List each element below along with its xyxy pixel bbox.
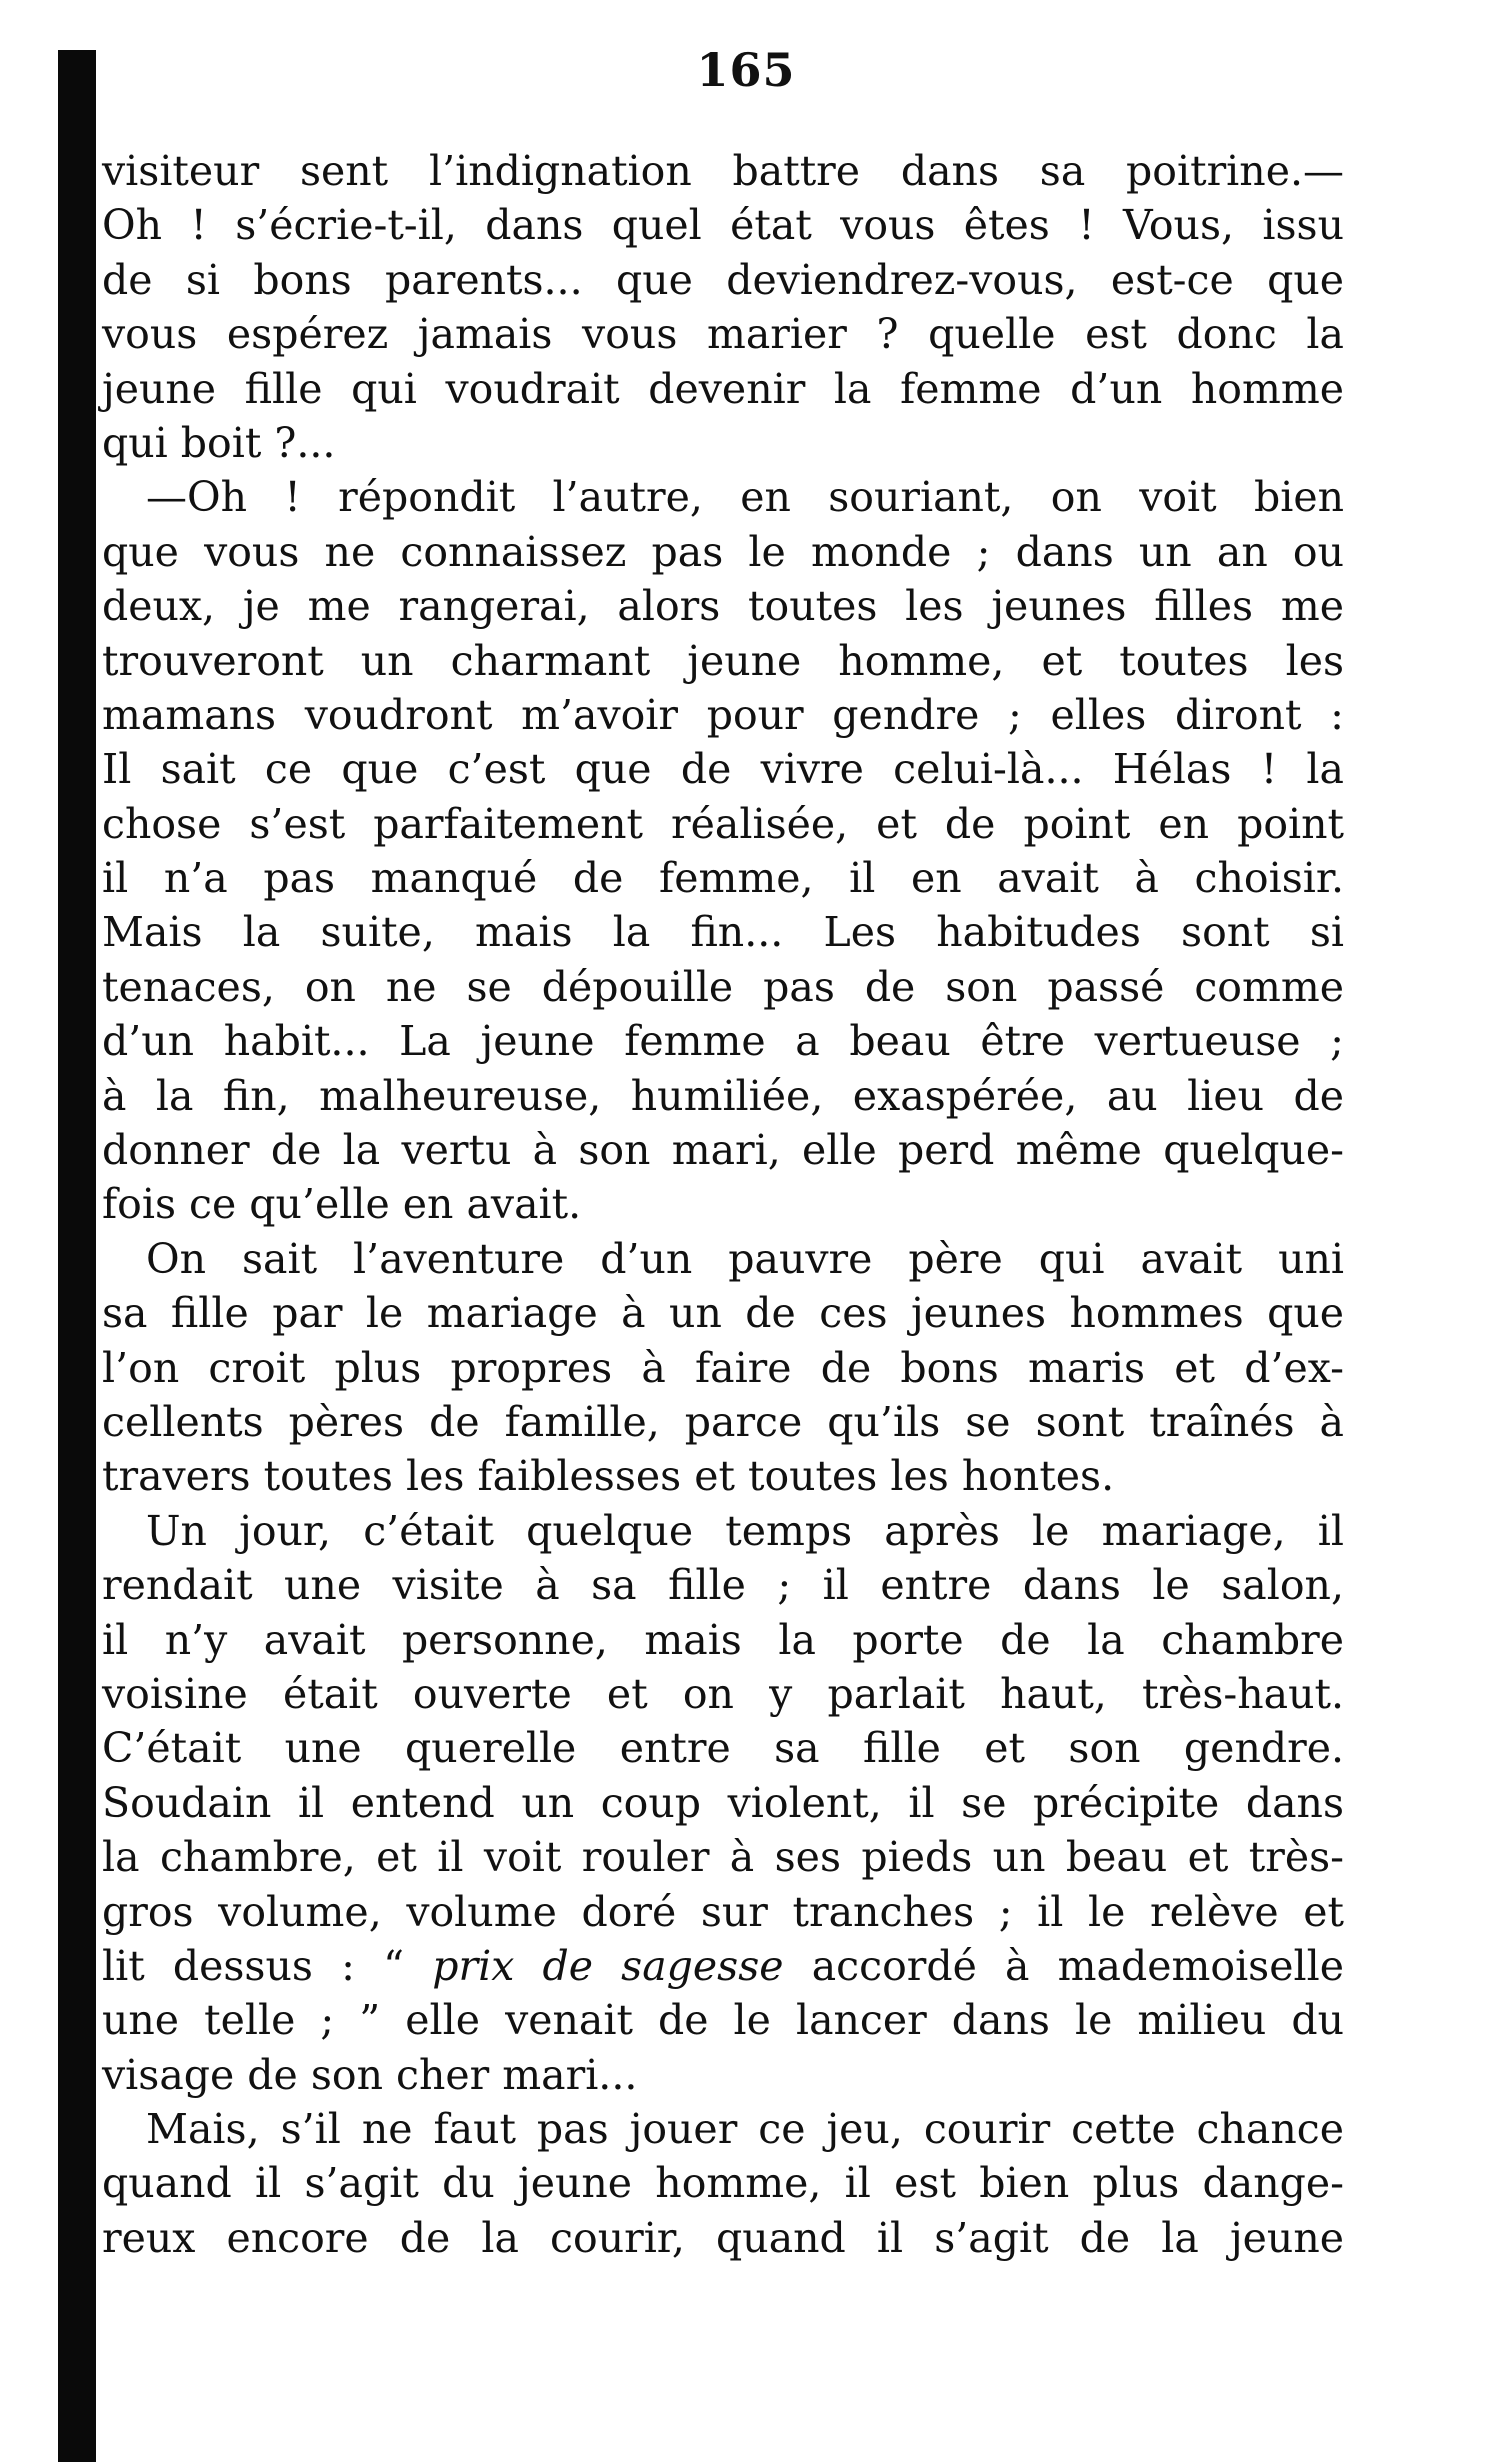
text-line: trouveront un charmant jeune homme, et toutes les [102, 636, 1344, 685]
text-line: il n’a pas manqué de femme, il en avait à choisir. [102, 854, 1344, 903]
text-line: visage de son cher mari... [102, 2050, 638, 2099]
text-line: fois ce qu’elle en avait. [102, 1180, 582, 1229]
page-binding-edge [58, 50, 96, 2462]
text-line: visiteur sent l’indignation battre dans sa poitrine.— [102, 147, 1344, 195]
body-text [102, 144, 1344, 2265]
text-line: qui boit ?... [102, 418, 336, 467]
text-line: travers toutes les faiblesses et toutes les hontes. [102, 1452, 1115, 1501]
text-line: mamans voudront m’avoir pour gendre ; elles diront : [102, 690, 1344, 739]
text-line: il n’y avait personne, mais la porte de la chambre [102, 1615, 1344, 1664]
text-line: C’était une querelle entre sa fille et son gendre. [102, 1724, 1344, 1773]
text-line: voisine était ouverte et on y parlait haut, très-haut. [102, 1669, 1344, 1718]
text-line: jeune fille qui voudrait devenir la femme d’un homme [102, 364, 1344, 413]
text-line: deux, je me rangerai, alors toutes les jeunes filles me [102, 582, 1344, 631]
text-line: —Oh ! répondit l’autre, en souriant, on voit bien [146, 473, 1344, 522]
text-line: Oh ! s’écrie-t-il, dans quel état vous êtes ! Vous, issu [102, 201, 1344, 250]
text-line: reux encore de la courir, quand il s’agit de la jeune [102, 2213, 1344, 2262]
text-line: Un jour, c’était quelque temps après le mariage, il [146, 1506, 1344, 1555]
text-line: sa fille par le mariage à un de ces jeunes hommes que [102, 1289, 1344, 1338]
text-line: cellents pères de famille, parce qu’ils se sont traînés à [102, 1397, 1344, 1446]
text-line: Mais, s’il ne faut pas jouer ce jeu, courir cette chance [146, 2105, 1344, 2154]
text-line: lit dessus : “ prix de sagesse accordé à mademoiselle [102, 1941, 1344, 1990]
text-line: que vous ne connaissez pas le monde ; dans un an ou [102, 527, 1344, 576]
text-line: de si bons parents... que deviendrez-vous, est-ce que [102, 255, 1344, 304]
text-line: Il sait ce que c’est que de vivre celui-là... Hélas ! la [102, 745, 1344, 794]
text-line: une telle ; ” elle venait de le lancer dans le milieu du [102, 1996, 1344, 2045]
text-line: donner de la vertu à son mari, elle perd même quelque- [102, 1126, 1344, 1175]
text-line: rendait une visite à sa fille ; il entre dans le salon, [102, 1561, 1344, 1610]
text-line: gros volume, volume doré sur tranches ; il le relève et [102, 1887, 1344, 1936]
text-line: On sait l’aventure d’un pauvre père qui avait uni [146, 1234, 1344, 1283]
text-line: la chambre, et il voit rouler à ses pieds un beau et très- [102, 1833, 1344, 1882]
text-line: l’on croit plus propres à faire de bons maris et d’ex- [102, 1343, 1344, 1392]
text-line: à la fin, malheureuse, humiliée, exaspérée, au lieu de [102, 1071, 1344, 1120]
text-line: Mais la suite, mais la fin... Les habitudes sont si [102, 908, 1344, 957]
text-line: quand il s’agit du jeune homme, il est bien plus dange- [102, 2159, 1344, 2208]
text-line: tenaces, on ne se dépouille pas de son passé comme [102, 962, 1344, 1011]
text-line: d’un habit... La jeune femme a beau être vertueuse ; [102, 1017, 1344, 1066]
text-line: Soudain il entend un coup violent, il se précipite dans [102, 1778, 1344, 1827]
italic-phrase: prix de sagesse [432, 1941, 784, 1990]
page-number: 165 [696, 43, 796, 97]
text-line: chose s’est parfaitement réalisée, et de point en point [102, 799, 1344, 848]
text-line: vous espérez jamais vous marier ? quelle est donc la [102, 310, 1344, 359]
